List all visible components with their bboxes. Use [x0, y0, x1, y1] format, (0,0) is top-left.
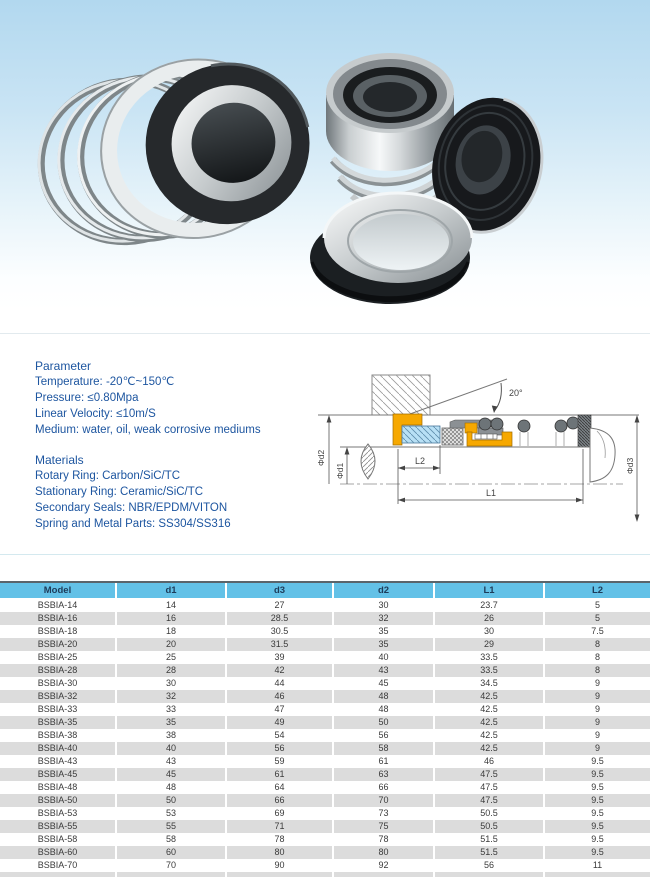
table-cell: 75: [334, 820, 433, 833]
table-cell: BSBIA-38: [0, 729, 115, 742]
table-cell: 48: [117, 781, 225, 794]
table-cell: 9: [545, 729, 650, 742]
table-cell: 78: [334, 833, 433, 846]
dim-l1: [398, 449, 583, 504]
table-cell: 71: [227, 820, 332, 833]
table-row: [0, 677, 650, 690]
table-cell: 46: [435, 755, 543, 768]
table-row: [0, 664, 650, 677]
materials-lines: [35, 468, 231, 532]
dim-d1: [335, 447, 349, 484]
column-header: d2: [334, 583, 433, 598]
table-cell: [227, 872, 332, 877]
table-cell: 16: [117, 612, 225, 625]
table-cell: [0, 872, 115, 877]
table-cell: 9.5: [545, 846, 650, 859]
table-cell: BSBIA-60: [0, 846, 115, 859]
table-cell: 73: [334, 807, 433, 820]
table-cell: 38: [117, 729, 225, 742]
table-row: [0, 729, 650, 742]
table-cell: BSBIA-20: [0, 638, 115, 651]
table-cell: BSBIA-32: [0, 690, 115, 703]
column-header: L1: [435, 583, 543, 598]
table-row: [0, 768, 650, 781]
table-cell: 34.5: [435, 677, 543, 690]
dim-d3: [625, 415, 639, 522]
table-cell: 23.7: [435, 599, 543, 612]
table-cell: 47.5: [435, 768, 543, 781]
table-cell: BSBIA-18: [0, 625, 115, 638]
table-cell: BSBIA-30: [0, 677, 115, 690]
table-cell: 54: [227, 729, 332, 742]
table-cell: [545, 872, 650, 877]
spec-line: Secondary Seals: NBR/EPDM/VITON: [35, 502, 228, 514]
table-cell: BSBIA-28: [0, 664, 115, 677]
table-cell: 56: [227, 742, 332, 755]
spec-line: Pressure: ≤0.80Mpa: [35, 392, 139, 404]
table-cell: 26: [435, 612, 543, 625]
materials-block: [35, 452, 231, 532]
table-cell: 9: [545, 742, 650, 755]
spec-line: Stationary Ring: Ceramic/SiC/TC: [35, 486, 204, 498]
table-cell: 33.5: [435, 664, 543, 677]
table-cell: 30: [117, 677, 225, 690]
spec-line: Temperature: -20℃~150℃: [35, 376, 175, 388]
shaft-end: [590, 428, 615, 482]
table-cell: 27: [227, 599, 332, 612]
table-cell: 9.5: [545, 820, 650, 833]
table-cell: 56: [435, 859, 543, 872]
table-cell: 66: [334, 781, 433, 794]
table-cell: 9.5: [545, 807, 650, 820]
table-cell: 9.5: [545, 833, 650, 846]
table-row: [0, 716, 650, 729]
table-row: [0, 820, 650, 833]
table-cell: 90: [227, 859, 332, 872]
table-row: [0, 781, 650, 794]
table-cell: 55: [117, 820, 225, 833]
table-cell: 9.5: [545, 768, 650, 781]
table-row: [0, 599, 650, 612]
table-cell: 59: [227, 755, 332, 768]
table-cell: BSBIA-55: [0, 820, 115, 833]
table-cell: 8: [545, 664, 650, 677]
table-cell: [435, 872, 543, 877]
seal-components: [393, 414, 591, 447]
table-cell: BSBIA-70: [0, 859, 115, 872]
product-photo-illustration: [0, 0, 650, 310]
table-row: [0, 742, 650, 755]
column-header: d1: [117, 583, 225, 598]
key-section: [361, 444, 375, 479]
seal-cross-section-diagram: [303, 362, 650, 557]
table-row: [0, 690, 650, 703]
table-cell: 58: [334, 742, 433, 755]
spring-wire-lines: [520, 432, 564, 446]
table-cell: 49: [227, 716, 332, 729]
table-cell: 70: [334, 794, 433, 807]
stationary-seat-section: [442, 428, 463, 445]
dimension-table: [0, 581, 650, 877]
table-cell: BSBIA-53: [0, 807, 115, 820]
table-cell: 29: [435, 638, 543, 651]
table-cell: 20: [117, 638, 225, 651]
spec-line: Medium: water, oil, weak corrosive mediums: [35, 424, 261, 436]
column-header: L2: [545, 583, 650, 598]
table-header-row: [0, 583, 650, 598]
table-cell: BSBIA-48: [0, 781, 115, 794]
table-cell: 39: [227, 651, 332, 664]
table-cell: 30.5: [227, 625, 332, 638]
table-cell: BSBIA-33: [0, 703, 115, 716]
table-cell: 9: [545, 677, 650, 690]
table-row: [0, 612, 650, 625]
drive-band: [475, 434, 497, 439]
table-cell: 28.5: [227, 612, 332, 625]
table-cell: 31.5: [227, 638, 332, 651]
table-cell: 8: [545, 638, 650, 651]
elastomer-block: [465, 423, 477, 433]
spec-line: Rotary Ring: Carbon/SiC/TC: [35, 470, 181, 482]
dim-d2: [316, 415, 331, 484]
table-cell: 9: [545, 716, 650, 729]
table-cell: 40: [334, 651, 433, 664]
table-cell: 80: [334, 846, 433, 859]
table-cell: 33: [117, 703, 225, 716]
parameter-lines: [35, 374, 261, 438]
rotary-ring-section: [402, 426, 440, 443]
table-cell: 50: [117, 794, 225, 807]
table-cell: BSBIA-50: [0, 794, 115, 807]
column-header: d3: [227, 583, 332, 598]
gland-section: [372, 375, 430, 415]
table-cell: 47.5: [435, 794, 543, 807]
l2-label: L2: [415, 456, 426, 466]
angle-label: 20°: [509, 388, 523, 398]
table-row: [0, 703, 650, 716]
table-cell: 51.5: [435, 833, 543, 846]
table-cell: 9.5: [545, 781, 650, 794]
table-row-partial: [0, 872, 650, 877]
table-cell: 43: [334, 664, 433, 677]
table-cell: 42.5: [435, 703, 543, 716]
table-cell: 35: [117, 716, 225, 729]
d2-label: Φd2: [316, 449, 326, 466]
parameter-block: [35, 358, 261, 438]
section-divider-top: [0, 333, 650, 334]
table-cell: 33.5: [435, 651, 543, 664]
table-cell: 9: [545, 690, 650, 703]
table-cell: 48: [334, 690, 433, 703]
parameter-title: Parameter: [35, 359, 92, 373]
table-cell: 42: [227, 664, 332, 677]
table-cell: 40: [117, 742, 225, 755]
table-cell: [117, 872, 225, 877]
d3-label: Φd3: [625, 457, 635, 474]
table-cell: 32: [334, 612, 433, 625]
table-cell: 5: [545, 599, 650, 612]
dim-l2: [398, 445, 440, 474]
table-row: [0, 625, 650, 638]
table-cell: 56: [334, 729, 433, 742]
table-cell: 61: [334, 755, 433, 768]
table-cell: BSBIA-40: [0, 742, 115, 755]
section-divider-bottom: [0, 554, 650, 555]
table-cell: 61: [227, 768, 332, 781]
table-cell: 30: [334, 599, 433, 612]
table-row: [0, 807, 650, 820]
table-cell: 78: [227, 833, 332, 846]
table-cell: 60: [117, 846, 225, 859]
table-cell: 46: [227, 690, 332, 703]
table-row: [0, 833, 650, 846]
table-row: [0, 794, 650, 807]
spec-line: Spring and Metal Parts: SS304/SS316: [35, 518, 231, 530]
table-cell: 66: [227, 794, 332, 807]
table-cell: [334, 872, 433, 877]
table-cell: BSBIA-35: [0, 716, 115, 729]
table-cell: 42.5: [435, 716, 543, 729]
table-cell: BSBIA-45: [0, 768, 115, 781]
table-cell: 42.5: [435, 690, 543, 703]
table-cell: 11: [545, 859, 650, 872]
d1-label: Φd1: [335, 462, 345, 479]
table-cell: 58: [117, 833, 225, 846]
table-cell: 80: [227, 846, 332, 859]
table-cell: 47: [227, 703, 332, 716]
table-cell: 9.5: [545, 794, 650, 807]
table-cell: 9.5: [545, 755, 650, 768]
table-cell: 45: [334, 677, 433, 690]
table-cell: BSBIA-14: [0, 599, 115, 612]
table-cell: 63: [334, 768, 433, 781]
table-row: [0, 846, 650, 859]
table-cell: 8: [545, 651, 650, 664]
table-cell: BSBIA-25: [0, 651, 115, 664]
table-cell: 25: [117, 651, 225, 664]
drive-collar: [578, 415, 591, 447]
table-cell: 35: [334, 638, 433, 651]
spec-line: Linear Velocity: ≤10m/S: [35, 408, 156, 420]
table-cell: 35: [334, 625, 433, 638]
table-row: [0, 651, 650, 664]
table-cell: 5: [545, 612, 650, 625]
table-cell: 50: [334, 716, 433, 729]
table-cell: 14: [117, 599, 225, 612]
table-cell: 43: [117, 755, 225, 768]
table-cell: BSBIA-43: [0, 755, 115, 768]
table-row: [0, 638, 650, 651]
table-cell: 70: [117, 859, 225, 872]
table-row: [0, 859, 650, 872]
l1-label: L1: [486, 488, 497, 498]
table-cell: 32: [117, 690, 225, 703]
table-cell: 47.5: [435, 781, 543, 794]
table-cell: 7.5: [545, 625, 650, 638]
materials-title: Materials: [35, 453, 84, 467]
table-cell: 30: [435, 625, 543, 638]
diagram-drawing: [303, 362, 650, 557]
table-cell: 64: [227, 781, 332, 794]
product-photo: [0, 0, 650, 310]
table-cell: 9: [545, 703, 650, 716]
table-cell: 42.5: [435, 742, 543, 755]
table-cell: 50.5: [435, 820, 543, 833]
table-cell: BSBIA-58: [0, 833, 115, 846]
table-cell: 50.5: [435, 807, 543, 820]
column-header: Model: [0, 583, 115, 598]
table-row: [0, 755, 650, 768]
table-cell: 28: [117, 664, 225, 677]
table-cell: 44: [227, 677, 332, 690]
table-cell: 51.5: [435, 846, 543, 859]
table-cell: 18: [117, 625, 225, 638]
table-cell: 53: [117, 807, 225, 820]
table-cell: 42.5: [435, 729, 543, 742]
table-cell: BSBIA-16: [0, 612, 115, 625]
table-cell: 92: [334, 859, 433, 872]
table-cell: 69: [227, 807, 332, 820]
table-cell: 45: [117, 768, 225, 781]
table-cell: 48: [334, 703, 433, 716]
